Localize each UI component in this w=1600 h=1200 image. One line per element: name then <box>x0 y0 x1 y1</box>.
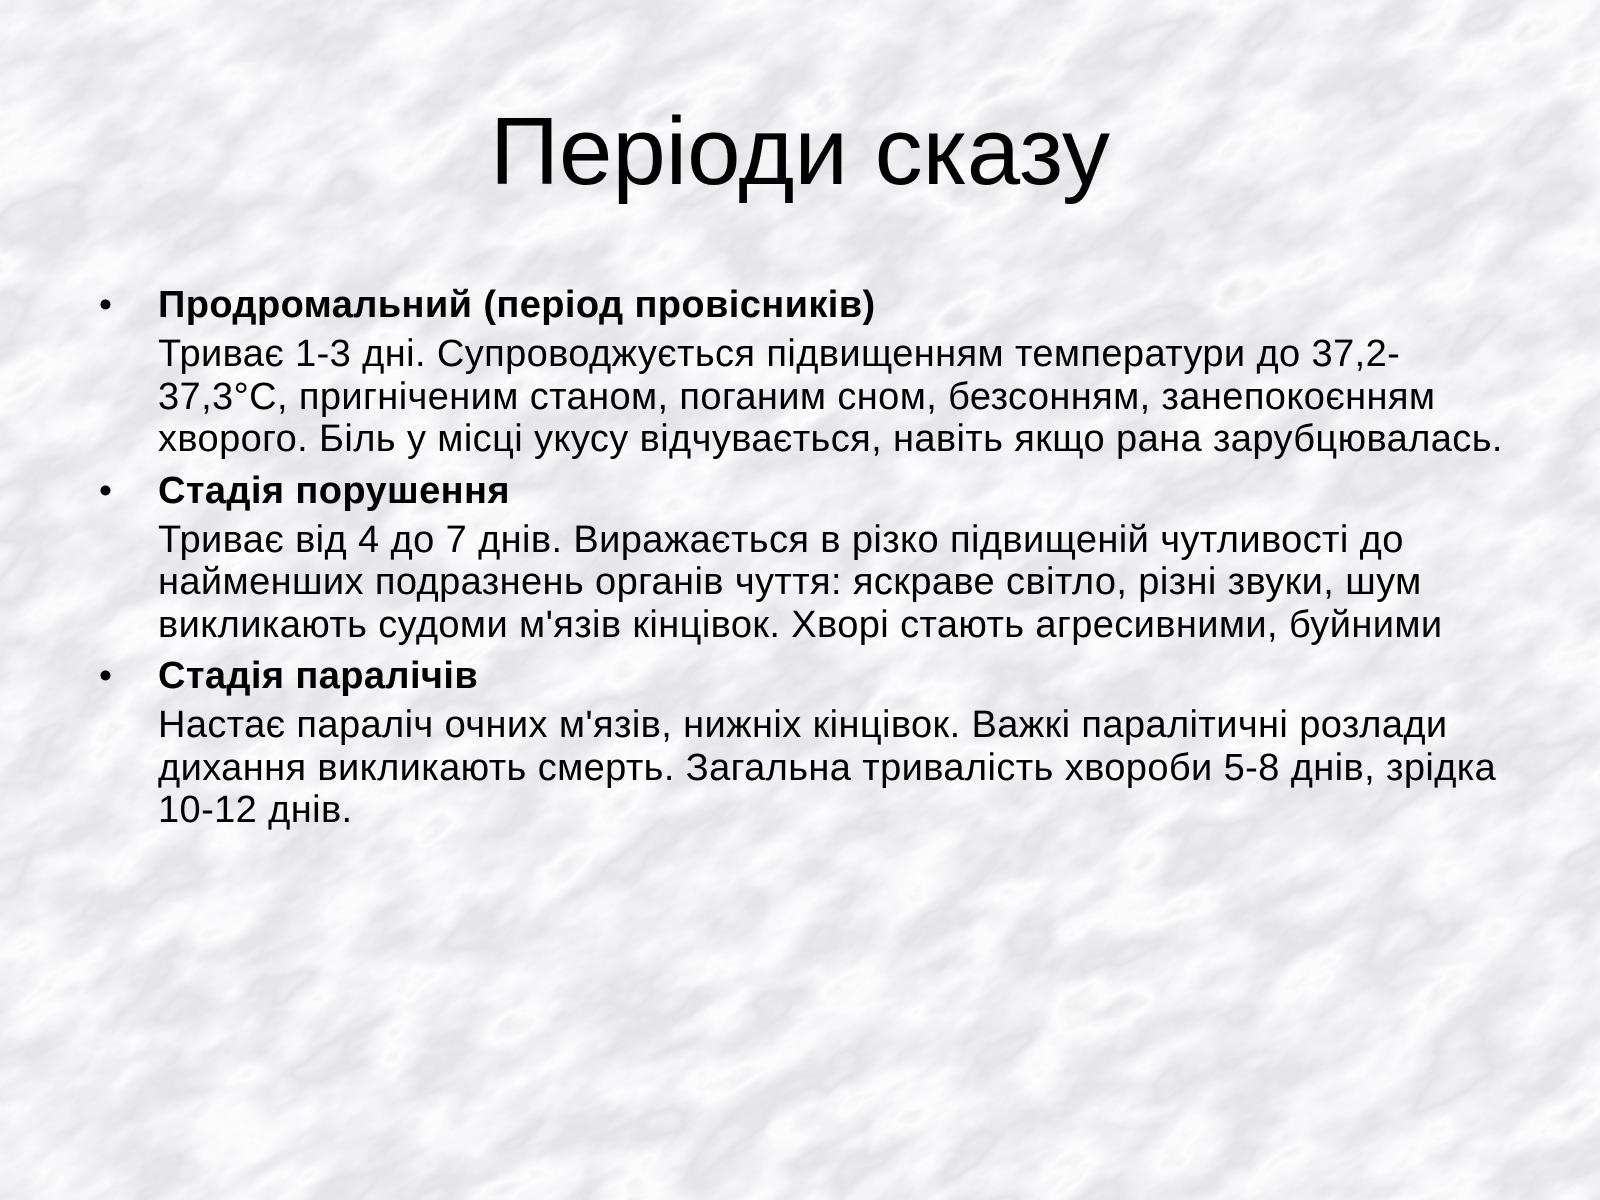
item-text: Триває 1-3 дні. Супроводжується підвищенням температури до 37,2-37,3°С, пригніченим станом, поганим сном, безсонням, занепокоєнням хворого. Біль у місці укусу відчувається, навіть якщо рана зарубцювалась. <box>158 333 1503 460</box>
list-item-excitation <box>90 469 1520 647</box>
bullet-icon: • <box>99 655 112 696</box>
slide-content <box>90 283 1520 840</box>
item-heading: Стадія паралічів <box>158 655 479 697</box>
item-heading: Стадія порушення <box>158 469 510 512</box>
item-text: Триває від 4 до 7 днів. Виражається в різко підвищеній чутливості до найменших подразнень органів чуття: яскраве світло, різні звуки, шум викликають судоми м'язів кінцівок. Хворі стають агресивними, буйними <box>158 518 1443 646</box>
bullet-icon: • <box>99 284 112 325</box>
list-item-prodromal <box>90 283 1520 461</box>
slide-title: Періоди сказу <box>489 98 1111 205</box>
list-item-paralysis <box>90 654 1520 832</box>
item-text: Настає параліч очних м'язів, нижніх кінцівок. Важкі паралітичні розлади дихання викликають смерть. Загальна тривалість хвороби 5-8 днів, зрідка 10-12 днів. <box>158 704 1497 831</box>
bullet-icon: • <box>99 469 112 511</box>
item-heading: Продромальний (період провісників) <box>158 284 876 326</box>
